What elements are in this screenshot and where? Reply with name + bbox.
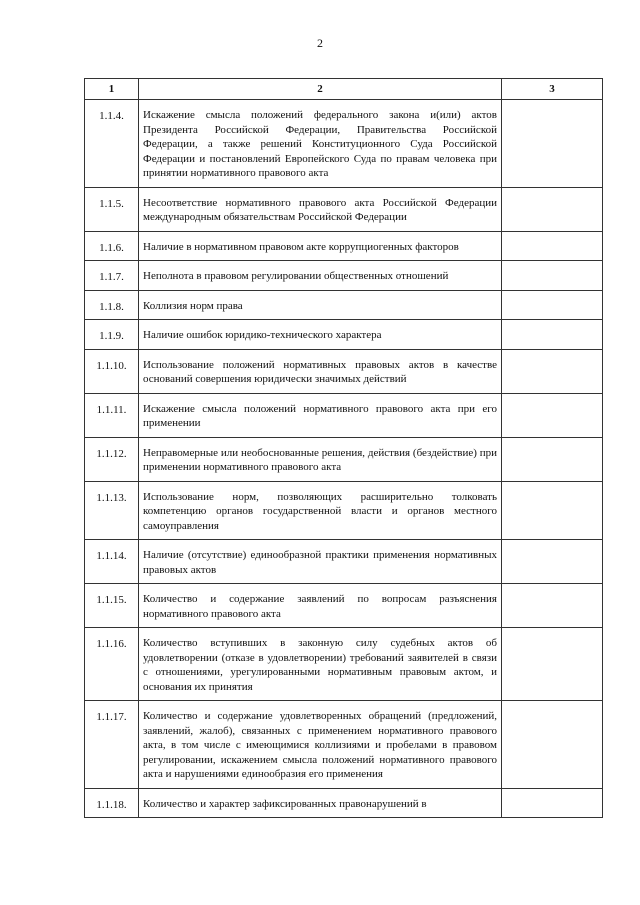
row-text-cell: Неправомерные или необоснованные решения, действия (бездействие) при применении нормативного правового акта bbox=[139, 437, 502, 481]
row-empty-cell bbox=[502, 540, 603, 584]
row-text-cell: Наличие (отсутствие) единообразной практики применения нормативных правовых актов bbox=[139, 540, 502, 584]
row-empty-cell bbox=[502, 290, 603, 320]
row-empty-cell bbox=[502, 187, 603, 231]
row-number-cell: 1.1.8. bbox=[85, 290, 139, 320]
table-body bbox=[85, 100, 603, 818]
row-empty-cell bbox=[502, 231, 603, 261]
table-row bbox=[85, 187, 603, 231]
row-empty-cell bbox=[502, 100, 603, 188]
table-row bbox=[85, 701, 603, 789]
row-number-cell: 1.1.5. bbox=[85, 187, 139, 231]
row-number-cell: 1.1.6. bbox=[85, 231, 139, 261]
page-number: 2 bbox=[317, 36, 323, 50]
column-header-2: 2 bbox=[139, 79, 502, 100]
row-empty-cell bbox=[502, 320, 603, 350]
table-row bbox=[85, 788, 603, 818]
row-text-cell: Коллизия норм права bbox=[139, 290, 502, 320]
indicator-table bbox=[84, 78, 603, 818]
row-number-cell: 1.1.16. bbox=[85, 628, 139, 701]
row-number-cell: 1.1.12. bbox=[85, 437, 139, 481]
row-number-cell: 1.1.10. bbox=[85, 349, 139, 393]
row-empty-cell bbox=[502, 788, 603, 818]
row-empty-cell bbox=[502, 261, 603, 291]
row-empty-cell bbox=[502, 349, 603, 393]
row-number-cell: 1.1.13. bbox=[85, 481, 139, 540]
table-row bbox=[85, 584, 603, 628]
row-empty-cell bbox=[502, 481, 603, 540]
row-text-cell: Использование норм, позволяющих расширительно толковать компетенцию органов государственной власти и органов местного самоуправления bbox=[139, 481, 502, 540]
row-text-cell: Количество и характер зафиксированных правонарушений в bbox=[139, 788, 502, 818]
row-number-cell: 1.1.11. bbox=[85, 393, 139, 437]
table-row bbox=[85, 540, 603, 584]
table-row bbox=[85, 481, 603, 540]
table-header-row bbox=[85, 79, 603, 100]
row-number-cell: 1.1.15. bbox=[85, 584, 139, 628]
row-text-cell: Несоответствие нормативного правового акта Российской Федерации международным обязательствам Российской Федерации bbox=[139, 187, 502, 231]
row-number-cell: 1.1.7. bbox=[85, 261, 139, 291]
row-text-cell: Количество и содержание удовлетворенных обращений (предложений, заявлений, жалоб), связанных с применением нормативного правового акта, в том числе с имеющимися коллизиями и пробелами в правовом регулировании, искажением смысла положений нормативного правового акта и нарушениями единообразия его применения bbox=[139, 701, 502, 789]
row-empty-cell bbox=[502, 437, 603, 481]
table-row bbox=[85, 261, 603, 291]
row-text-cell: Неполнота в правовом регулировании общественных отношений bbox=[139, 261, 502, 291]
row-number-cell: 1.1.9. bbox=[85, 320, 139, 350]
row-empty-cell bbox=[502, 393, 603, 437]
row-text-cell: Искажение смысла положений федерального закона и(или) актов Президента Российской Федерации, Правительства Российской Федерации, а также решений Конституционного Суда Российской Федерации и постановлений Европейского Суда по правам человека при принятии нормативного правового акта bbox=[139, 100, 502, 188]
table-row bbox=[85, 393, 603, 437]
row-empty-cell bbox=[502, 584, 603, 628]
row-text-cell: Наличие ошибок юридико-технического характера bbox=[139, 320, 502, 350]
column-header-1: 1 bbox=[85, 79, 139, 100]
row-number-cell: 1.1.14. bbox=[85, 540, 139, 584]
row-number-cell: 1.1.17. bbox=[85, 701, 139, 789]
row-text-cell: Количество и содержание заявлений по вопросам разъяснения нормативного правового акта bbox=[139, 584, 502, 628]
column-header-3: 3 bbox=[502, 79, 603, 100]
row-text-cell: Наличие в нормативном правовом акте коррупциогенных факторов bbox=[139, 231, 502, 261]
table-row bbox=[85, 349, 603, 393]
row-empty-cell bbox=[502, 628, 603, 701]
table-row bbox=[85, 437, 603, 481]
row-text-cell: Использование положений нормативных правовых актов в качестве оснований совершения юридически значимых действий bbox=[139, 349, 502, 393]
row-number-cell: 1.1.4. bbox=[85, 100, 139, 188]
row-empty-cell bbox=[502, 701, 603, 789]
table-row bbox=[85, 320, 603, 350]
table-row bbox=[85, 231, 603, 261]
row-text-cell: Количество вступивших в законную силу судебных актов об удовлетворении (отказе в удовлетворении) требований заявителей в связи с отношениями, урегулированными нормативным правовым актом, и основания их принятия bbox=[139, 628, 502, 701]
table-row bbox=[85, 628, 603, 701]
row-text-cell: Искажение смысла положений нормативного правового акта при его применении bbox=[139, 393, 502, 437]
table-row bbox=[85, 100, 603, 188]
row-number-cell: 1.1.18. bbox=[85, 788, 139, 818]
table-row bbox=[85, 290, 603, 320]
